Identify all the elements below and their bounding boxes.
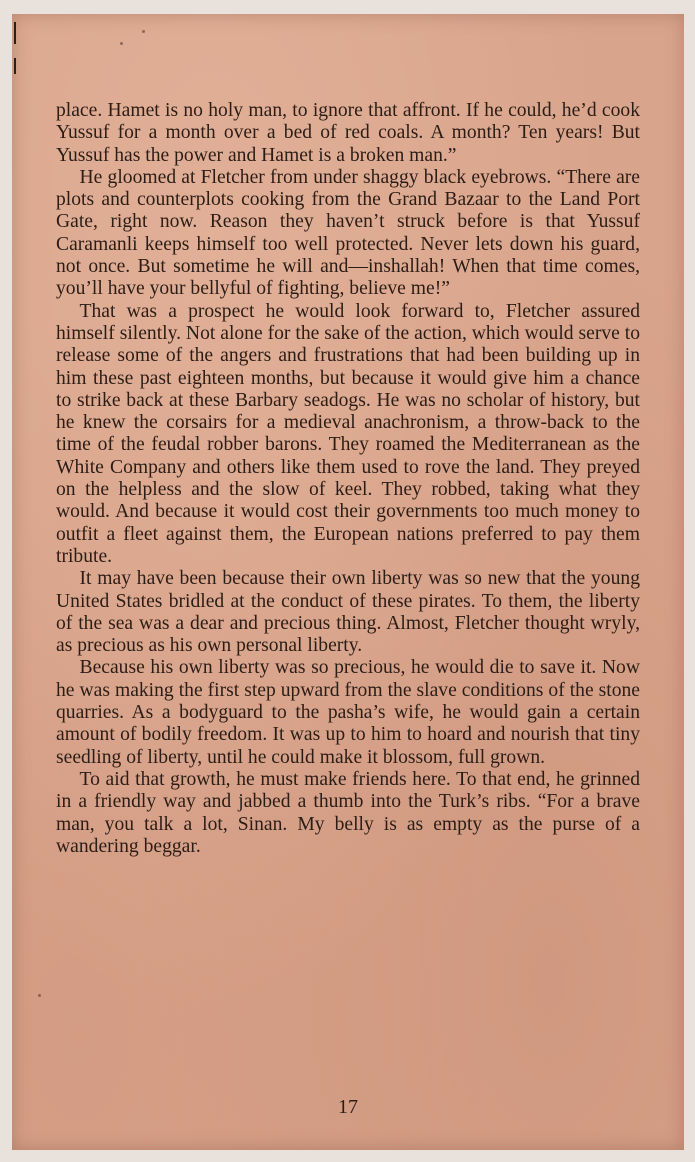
body-text <box>56 100 640 858</box>
page-number: 17 <box>338 1096 358 1118</box>
paragraph: To aid that growth, he must make friends here. To that end, he grinned in a friendly way and jabbed a thumb into the Turk’s ribs. “For a brave man, you talk a lot, Sinan. My belly is as empty as the purse of a wandering beggar. <box>56 768 640 857</box>
paragraph: It may have been because their own liberty was so new that the young United States bridled at the conduct of these pirates. To them, the liberty of the sea was a dear and precious thing. Almost, Fletcher thought wryly, as precious as his own personal liberty. <box>56 568 640 657</box>
paragraph: That was a prospect he would look forward to, Fletcher assured himself silently. Not alone for the sake of the action, which would serve to release some of the angers and frustrations that had been building up in him these past eighteen months, but because it would give him a chance to strike back at these Barbary seadogs. He was no scholar of history, but he knew the corsairs for a medieval anachronism, a throw-back to the time of the feudal robber barons. They roamed the Mediterranean as the White Company and others like them used to rove the land. They preyed on the helpless and the slow of keel. They robbed, taking what they would. And because it would cost their governments too much money to outfit a fleet against them, the European nations preferred to pay them tribute. <box>56 300 640 567</box>
book-page <box>12 14 684 1150</box>
page-edge-mark <box>14 22 16 44</box>
paper-speck <box>38 994 41 997</box>
page-edge-mark <box>14 58 16 74</box>
paragraph: place. Hamet is no holy man, to ignore that affront. If he could, he’d cook Yussuf for a month over a bed of red coals. A month? Ten years! But Yussuf has the power and Hamet is a broken man.” <box>56 100 640 166</box>
paragraph: He gloomed at Fletcher from under shaggy black eyebrows. “There are plots and counterplots cooking from the Grand Bazaar to the Land Port Gate, right now. Reason they haven’t struck before is that Yussuf Caramanli keeps himself too well protected. Never lets down his guard, not once. But sometime he will and—inshallah! When that time comes, you’ll have your bellyful of fighting, believe me!” <box>56 166 640 300</box>
paper-speck <box>142 30 145 33</box>
paper-speck <box>120 42 123 45</box>
paragraph: Because his own liberty was so precious, he would die to save it. Now he was making the first step upward from the slave conditions of the stone quarries. As a bodyguard to the pasha’s wife, he would gain a certain amount of bodily freedom. It was up to him to hoard and nourish that tiny seedling of liberty, until he could make it blossom, full grown. <box>56 657 640 768</box>
